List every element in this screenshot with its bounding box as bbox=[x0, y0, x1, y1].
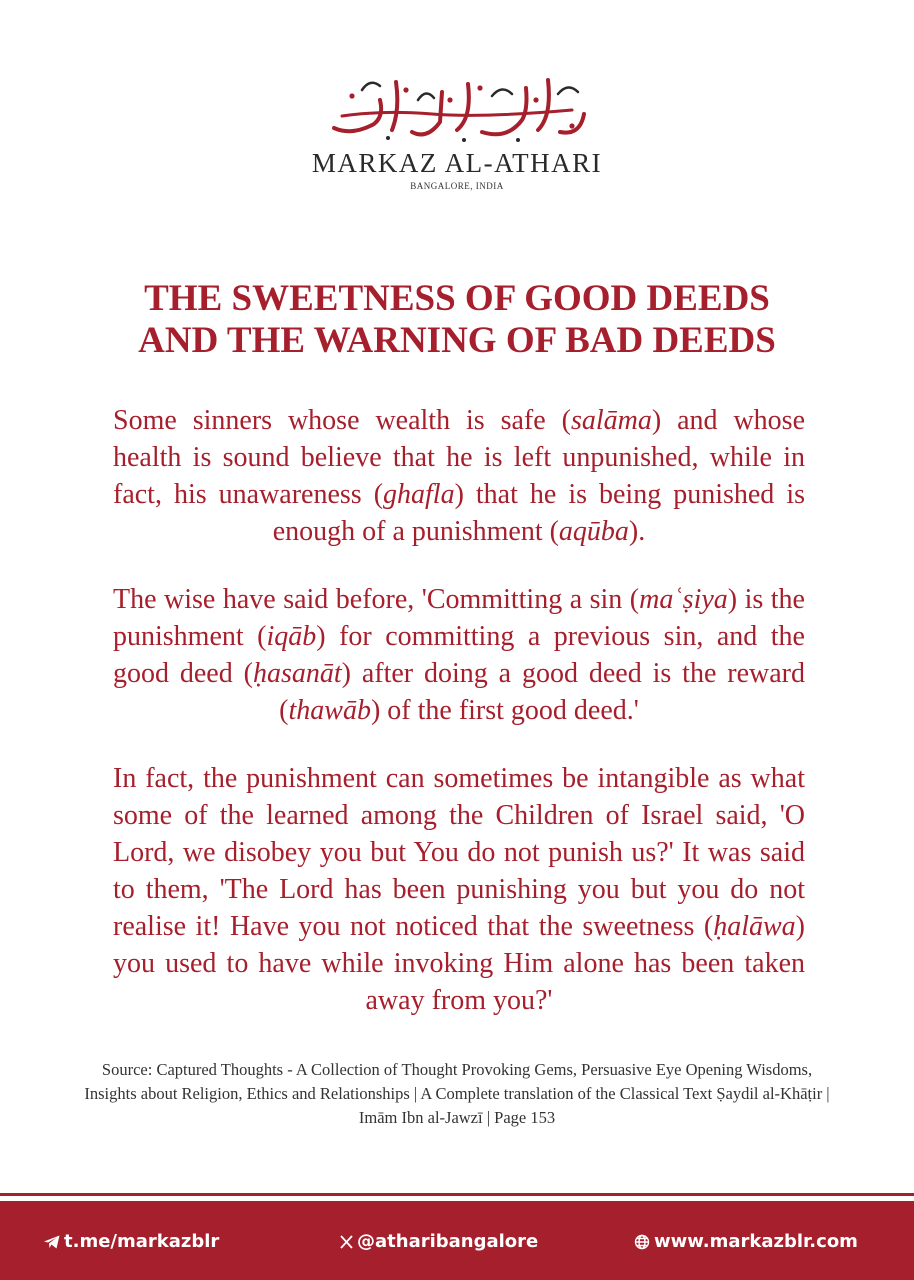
org-location: BANGALORE, INDIA bbox=[410, 181, 504, 191]
transliteration-term: maʿṣiya bbox=[639, 584, 728, 615]
twitter-label: @atharibangalore bbox=[357, 1231, 539, 1252]
twitter-link[interactable] bbox=[340, 1231, 538, 1252]
transliteration-term: ghafla bbox=[383, 479, 455, 510]
paragraph-text: Some sinners whose wealth is safe ( bbox=[113, 405, 571, 436]
body-text bbox=[113, 402, 805, 1050]
paragraph-text: ) of the first good deed.' bbox=[370, 695, 639, 726]
transliteration-term: aqūba bbox=[558, 516, 629, 547]
title-line-2: AND THE WARNING OF BAD DEEDS bbox=[138, 320, 776, 361]
arabic-calligraphy-logo bbox=[322, 70, 592, 144]
transliteration-term: ḥalāwa bbox=[713, 911, 796, 942]
source-citation: Source: Captured Thoughts - A Collection of Thought Provoking Gems, Persuasive Eye Opening Wisdoms, Insights about Religion, Ethics and Relationships | A Complete translation of the Classical Text Ṣaydil al-Khāṭir | Imām Ibn al-Jawzī | Page 153 bbox=[84, 1060, 830, 1127]
x-icon bbox=[340, 1235, 353, 1249]
footer-divider bbox=[0, 1193, 914, 1196]
paragraph bbox=[113, 581, 805, 729]
paragraph-text: ) for committing a previous sin, and the good deed ( bbox=[113, 621, 805, 689]
globe-icon bbox=[634, 1234, 650, 1250]
paragraph-text: ) you used to have while invoking Him alone has been taken away from you?' bbox=[113, 911, 805, 1016]
paragraph-text: ) and whose health is sound believe that he is left unpunished, while in fact, his unawareness ( bbox=[113, 405, 805, 510]
website-label: www.markazblr.com bbox=[654, 1231, 858, 1252]
telegram-label: t.me/markazblr bbox=[64, 1231, 220, 1252]
org-name: MARKAZ AL-ATHARI bbox=[311, 148, 603, 178]
paragraph-text: The wise have said before, 'Committing a sin ( bbox=[113, 584, 640, 615]
footer-bar bbox=[0, 1201, 914, 1280]
paragraph-text: ) is the punishment ( bbox=[113, 584, 805, 652]
telegram-link[interactable] bbox=[44, 1231, 219, 1252]
page-title bbox=[60, 278, 854, 362]
paragraph-text: ). bbox=[628, 516, 646, 547]
transliteration-term: iqāb bbox=[266, 621, 317, 652]
transliteration-term: ḥasanāt bbox=[252, 658, 342, 689]
paragraph bbox=[113, 760, 805, 1019]
paragraph bbox=[113, 402, 805, 550]
transliteration-term: thawāb bbox=[288, 695, 371, 726]
paragraph-text: In fact, the punishment can sometimes be intangible as what some of the learned among the Children of Israel said, 'O Lord, we disobey you but You do not punish us?' It was said to them, 'The Lord has been punishing you but you do not realise it! Have you not noticed that the sweetness ( bbox=[113, 763, 805, 942]
transliteration-term: salāma bbox=[570, 405, 652, 436]
website-link[interactable] bbox=[634, 1231, 858, 1252]
title-line-1: THE SWEETNESS OF GOOD DEEDS bbox=[144, 278, 770, 319]
paragraph-text: ) after doing a good deed is the reward ( bbox=[279, 658, 805, 726]
header bbox=[0, 70, 914, 191]
telegram-icon bbox=[44, 1235, 60, 1249]
paragraph-text: ) that he is being punished is enough of a punishment ( bbox=[272, 479, 805, 547]
